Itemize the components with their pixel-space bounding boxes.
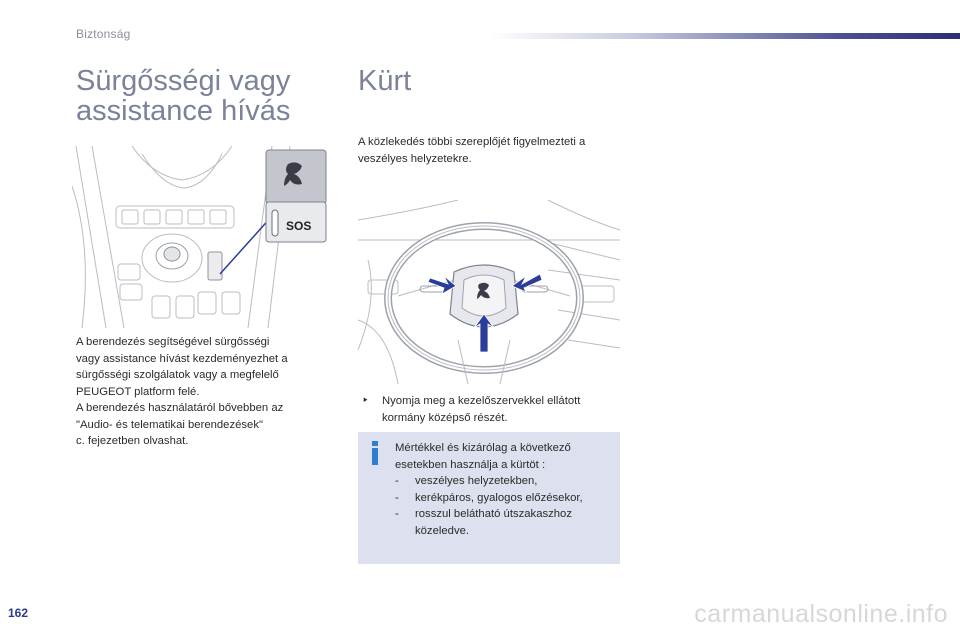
bullet-text: Nyomja meg a kezelőszervekkel ellátott kormány középső részét.: [382, 395, 581, 424]
info-box: [358, 432, 620, 564]
paragraph-line: "Audio- és telematikai berendezések": [76, 418, 263, 431]
section-label: Biztonság: [76, 27, 131, 41]
horn-intro: A közlekedés többi szereplőjét figyelmezteti a veszélyes helyzetekre.: [358, 136, 586, 165]
horn-instruction: [362, 393, 622, 426]
paragraph-line: PEUGEOT platform felé.: [76, 385, 200, 398]
paragraph-line: c. fejezetben olvashat.: [76, 435, 189, 447]
list-dash: -: [395, 491, 399, 504]
emergency-paragraph: [76, 334, 326, 450]
bullet-marker: ‣: [362, 395, 369, 407]
paragraph-line: A berendezés segítségével sürgősségi: [76, 336, 270, 348]
info-content: [395, 440, 617, 540]
list-item-text: rosszul belátható útszakaszhoz közeledve.: [415, 508, 572, 537]
header-bar: [490, 33, 960, 39]
title-line-1: Sürgősségi vagy: [76, 65, 291, 97]
title-line-2: assistance hívás: [76, 95, 291, 127]
page-title-emergency: [76, 66, 346, 126]
info-lead-line: Mértékkel és kizárólag a következő: [395, 442, 571, 454]
steering-wheel-illustration: [358, 200, 620, 384]
sos-button-label: SOS: [286, 219, 312, 233]
list-dash: -: [395, 475, 399, 488]
steering-wheel-icon: [388, 226, 580, 384]
page-title-horn: Kürt: [358, 65, 412, 97]
list-item: [395, 506, 617, 539]
list-dash: -: [395, 508, 399, 521]
page-number: 162: [8, 606, 29, 620]
watermark: carmanualsonline.info: [694, 600, 948, 628]
paragraph-line: A berendezés használatáról bővebben az: [76, 402, 284, 414]
sos-console-illustration: [72, 146, 328, 328]
info-lead-line: esetekben használja a kürtöt :: [395, 458, 546, 471]
info-icon: [371, 441, 379, 463]
list-item-text: veszélyes helyzetekben,: [415, 475, 538, 488]
paragraph-line: vagy assistance hívást kezdeményezhet a: [76, 352, 288, 365]
info-list: [395, 473, 617, 539]
paragraph-line: sürgősségi szolgálatok vagy a megfelelő: [76, 369, 279, 381]
list-item: [395, 473, 617, 490]
list-item-text: kerékpáros, gyalogos előzésekor,: [415, 491, 583, 504]
list-item: [395, 490, 617, 507]
